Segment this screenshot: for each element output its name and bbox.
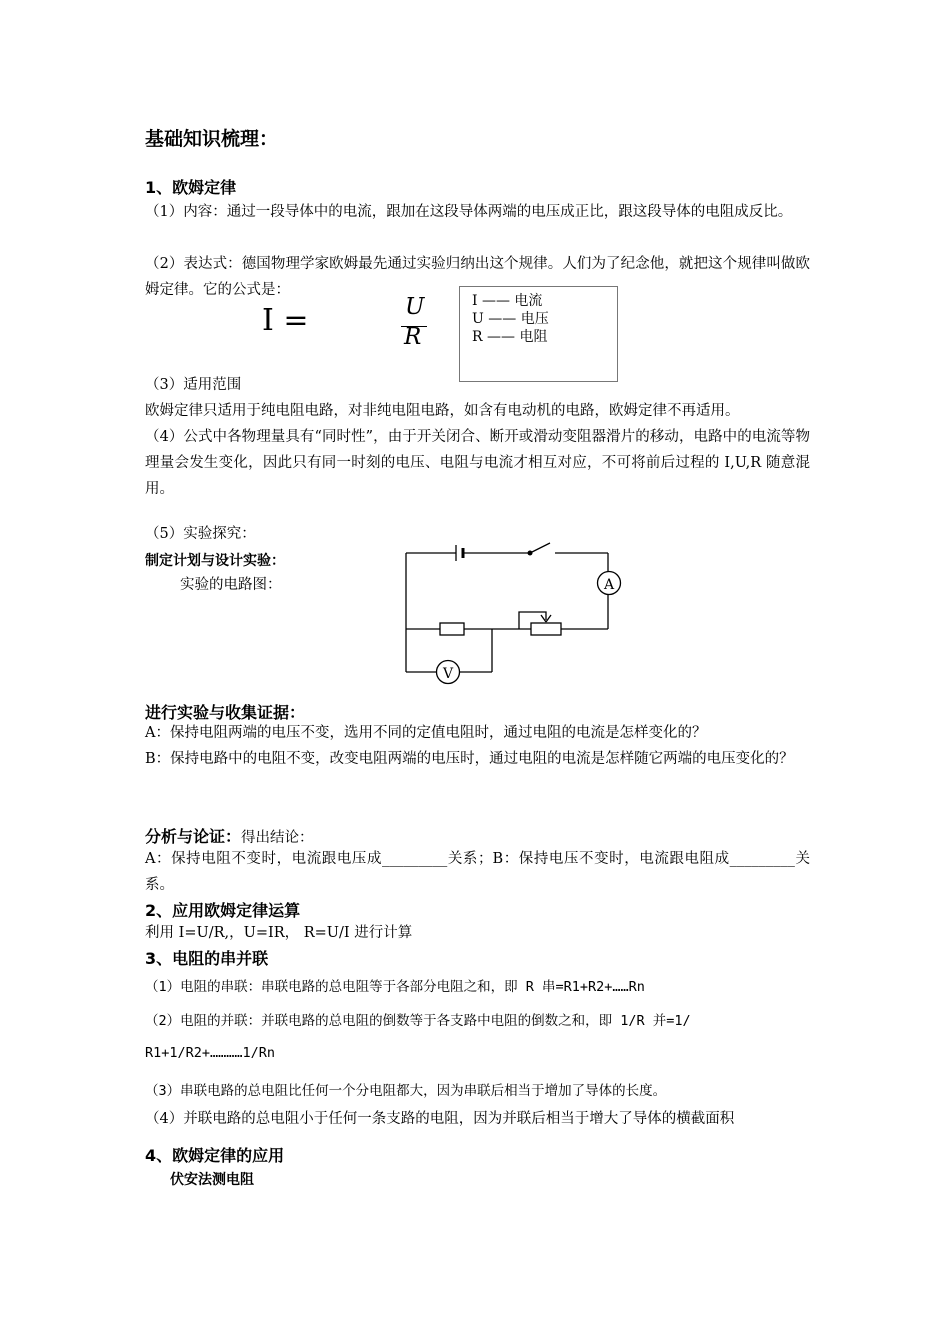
scope-title: （3）适用范围 [145,377,242,393]
experiment-title: （5）实验探究： [145,526,256,542]
section-heading-application: 4、欧姆定律的应用 [145,1146,285,1165]
simultaneity-paragraph: （4）公式中各物理量具有“同时性”，由于开关闭合、断开或滑动变阻器滑片的移动，电路中的电流等物理量会发生变化，因此只有同一时刻的电压、电阻与电流才相互对应，不可将前后过程的 I,U,R 随意混用。 [145,429,810,497]
content-paragraph: （1）内容：通过一段导体中的电流，跟加在这段导体两端的电压成正比，跟这段导体的电阻成反比。 [145,204,793,220]
question-a: A：保持电阻两端的电压不变，选用不同的定值电阻时，通过电阻的电流是怎样变化的？ [145,725,707,741]
plan-heading: 制定计划与设计实验： [145,553,285,569]
slider-arrow [541,615,546,622]
analysis-tail: 得出结论： [241,830,314,846]
legend-resistance: R —— 电阻 [472,329,548,345]
calc-text: 利用 I=U/R,，U=IR， R=U/I 进行计算 [145,925,413,941]
formula-numerator: U [405,294,425,320]
section-heading-ohms-law: 1、欧姆定律 [145,178,237,197]
question-b: B：保持电路中的电阻不变，改变电阻两端的电压时，通过电阻的电流是怎样随它两端的电压变化的？ [145,751,794,767]
parallel-note: （4）并联电路的总电阻小于任何一条支路的电阻，因为并联后相当于增大了导体的横截面积 [145,1111,735,1127]
rheostat [531,623,561,635]
formula-denominator: R [404,324,422,350]
section-heading-series-parallel: 3、电阻的串并联 [145,949,269,968]
collect-heading: 进行实验与收集证据： [145,703,306,722]
fixed-resistor [440,623,464,635]
series-rule: （1）电阻的串联：串联电路的总电阻等于各部分电阻之和，即 R 串=R1+R2+……Rn [145,979,645,995]
formula-lhs: I = [262,303,309,338]
expression-paragraph: （2）表达式：德国物理学家欧姆最先通过实验归纳出这个规律。人们为了纪念他，就把这个规律叫做欧姆定律。它的公式是： [145,256,810,298]
page-title: 基础知识梳理： [145,128,279,150]
parallel-rule: （2）电阻的并联：并联电路的总电阻的倒数等于各支路中电阻的倒数之和，即 1/R 并=1/ [145,1013,691,1029]
slider-arrow [546,615,551,622]
legend-voltage: U —— 电压 [472,311,549,327]
scope-paragraph: 欧姆定律只适用于纯电阻电路，对非纯电阻电路，如含有电动机的电路，欧姆定律不再适用。 [145,403,740,419]
circuit-label: 实验的电路图： [180,577,282,593]
ammeter-label: A [603,577,615,593]
voltmeter-label: V [442,666,454,682]
switch-pivot [528,551,533,556]
analysis-line [145,824,314,847]
subheading-voltammetry: 伏安法测电阻 [170,1172,254,1188]
conclusion-paragraph: A：保持电阻不变时，电流跟电压成_________关系；B：保持电压不变时，电流跟电阻成_________关系。 [145,851,810,893]
legend-current: I —— 电流 [472,293,543,309]
rheostat-slider-wire [519,612,546,629]
switch-blade [530,543,550,553]
section-heading-calc: 2、应用欧姆定律运算 [145,901,301,920]
series-note: （3）串联电路的总电阻比任何一个分电阻都大，因为串联后相当于增加了导体的长度。 [145,1083,667,1099]
analysis-heading: 分析与论证： [145,827,242,846]
parallel-rule-cont: R1+1/R2+…………1/Rn [145,1045,276,1061]
